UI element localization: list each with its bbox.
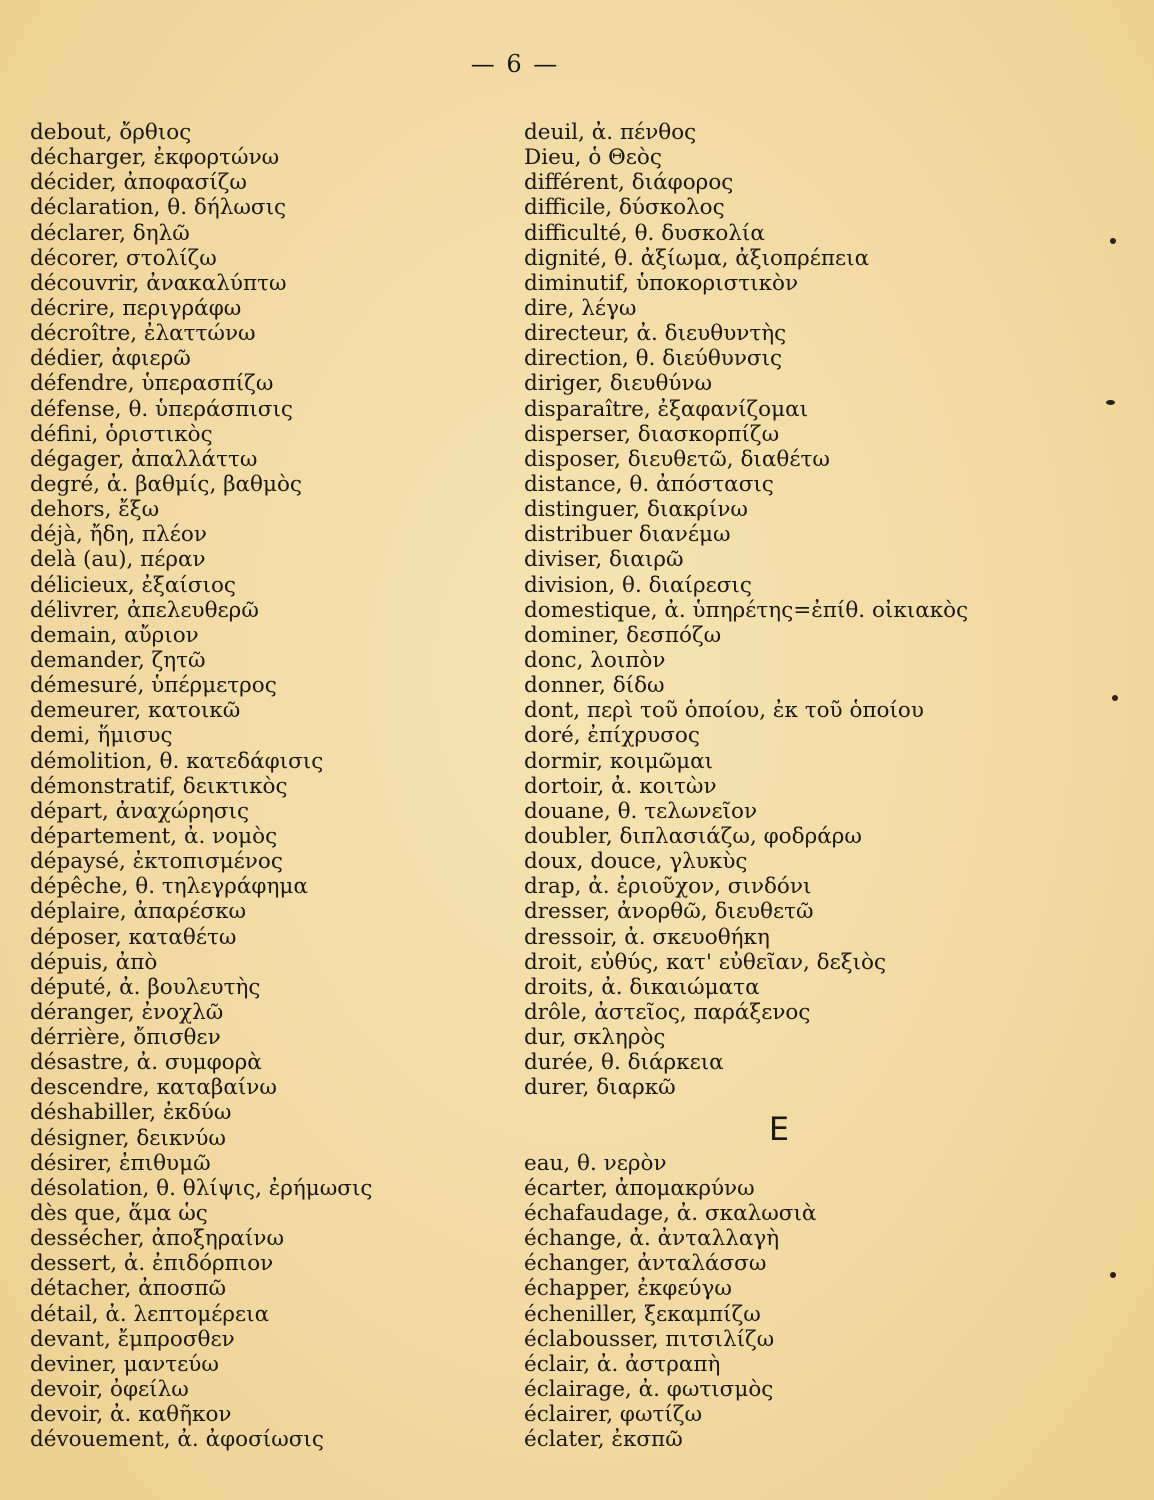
dictionary-entry: démolition, θ. κατεδάφισις	[30, 748, 324, 774]
dictionary-entry: déjà, ἤδη, πλέον	[30, 522, 207, 548]
dictionary-entry: durer, διαρκῶ	[524, 1075, 676, 1101]
dictionary-entry: devant, ἔμπροσθεν	[30, 1326, 235, 1352]
dictionary-entry: diviser, διαιρῶ	[524, 547, 684, 573]
dictionary-entry: disposer, διευθετῶ, διαθέτω	[524, 446, 830, 472]
dictionary-entry: disperser, διασκορπίζω	[524, 421, 780, 447]
dictionary-entry: disparaître, ἐξαφανίζομαι	[524, 396, 809, 422]
dictionary-entry: dessert, ἀ. ἐπιδόρπιον	[30, 1251, 274, 1277]
dictionary-entry: Dieu, ὁ Θεὸς	[524, 145, 662, 171]
dictionary-entry: déposer, καταθέτω	[30, 924, 237, 950]
dictionary-entry: différent, διάφορος	[524, 170, 734, 196]
ink-speck	[1112, 695, 1118, 701]
dictionary-entry: eau, θ. νερὸν	[524, 1150, 667, 1176]
dictionary-entry: échapper, ἐκφεύγω	[524, 1276, 732, 1302]
dictionary-entry: délicieux, ἐξαίσιος	[30, 572, 236, 598]
dictionary-entry: dont, περὶ τοῦ ὁποίου, ἐκ τοῦ ὁποίου	[524, 698, 924, 724]
dictionary-entry: demander, ζητῶ	[30, 647, 206, 673]
dictionary-entry: écheniller, ξεκαμπίζω	[524, 1301, 761, 1327]
dictionary-entry: éclater, ἐκσπῶ	[524, 1427, 683, 1453]
page-number: — 6 —	[470, 50, 560, 78]
dictionary-entry: dérrière, ὄπισθεν	[30, 1025, 221, 1051]
dictionary-entry: décharger, ἐκφορτώνω	[30, 145, 280, 171]
dictionary-entry: décorer, στολίζω	[30, 245, 217, 271]
dictionary-entry: découvrir, ἀνακαλύπτω	[30, 270, 287, 296]
dictionary-entry: éclabousser, πιτσιλίζω	[524, 1326, 775, 1352]
dictionary-entry: devoir, ἀ. καθῆκον	[30, 1402, 232, 1428]
dictionary-entry: douane, θ. τελωνεῖον	[524, 798, 758, 824]
dictionary-entry: difficile, δύσκολος	[524, 195, 725, 221]
dictionary-entry: écarter, ἀπομακρύνω	[524, 1175, 755, 1201]
dictionary-entry: délivrer, ἀπελευθερῶ	[30, 597, 259, 623]
dictionary-entry: échafaudage, ἀ. σκαλωσιὰ	[524, 1201, 817, 1227]
dictionary-entry: dressoir, ἀ. σκευοθήκη	[524, 924, 770, 950]
dictionary-entry: démesuré, ὑπέρμετρος	[30, 673, 277, 699]
section-letter-heading: E	[768, 1110, 790, 1149]
dictionary-entry: dessécher, ἀποξηραίνω	[30, 1226, 284, 1252]
dictionary-entry: donner, δίδω	[524, 673, 665, 699]
dictionary-entry: dortoir, ἀ. κοιτὼν	[524, 773, 717, 799]
dictionary-entry: député, ἀ. βουλευτὴς	[30, 974, 261, 1000]
dictionary-entry: dur, σκληρὸς	[524, 1025, 666, 1051]
dictionary-entry: direction, θ. διεύθυνσις	[524, 346, 783, 372]
dictionary-entry: durée, θ. διάρκεια	[524, 1050, 724, 1076]
dictionary-entry: devoir, ὀφείλω	[30, 1377, 189, 1403]
dictionary-entry: décider, ἀποφασίζω	[30, 170, 247, 196]
dictionary-entry: dès que, ἅμα ὡς	[30, 1201, 208, 1227]
dictionary-entry: dégager, ἀπαλλάττω	[30, 446, 258, 472]
dictionary-entry: dignité, θ. ἀξίωμα, ἀξιοπρέπεια	[524, 245, 870, 271]
dictionary-entry: doubler, διπλασιάζω, φοδράρω	[524, 823, 862, 849]
dictionary-entry: droits, ἀ. δικαιώματα	[524, 974, 760, 1000]
dictionary-entry: dormir, κοιμῶμαι	[524, 748, 714, 774]
dictionary-entry: drôle, ἀστεῖος, παράξενος	[524, 999, 811, 1025]
dictionary-entry: décrire, περιγράφω	[30, 295, 242, 321]
dictionary-entry: deuil, ἀ. πένθος	[524, 120, 697, 145]
dictionary-entry: défendre, ὑπερασπίζω	[30, 371, 274, 397]
dictionary-entry: dépaysé, ἐκτοπισμένος	[30, 849, 283, 875]
dictionary-entry: désirer, ἐπιθυμῶ	[30, 1150, 211, 1176]
dictionary-entry: distribuer διανέμω	[524, 522, 731, 548]
dictionary-entry: dresser, ἀνορθῶ, διευθετῶ	[524, 899, 814, 925]
dictionary-entry: dévouement, ἀ. ἀφοσίωσις	[30, 1427, 324, 1453]
dictionary-entry: domestique, ἀ. ὑπηρέτης=ἐπίθ. οἰκιακὸς	[524, 597, 969, 623]
ink-speck	[1106, 400, 1115, 405]
dictionary-entry: debout, ὄρθιος	[30, 120, 192, 145]
dictionary-entry: doré, ἐπίχρυσος	[524, 723, 700, 749]
section-d-entries	[524, 120, 1124, 1100]
dictionary-entry: division, θ. διαίρεσις	[524, 572, 752, 598]
dictionary-entry: désastre, ἀ. συμφορὰ	[30, 1050, 262, 1076]
dictionary-entry: dépuis, ἀπὸ	[30, 949, 158, 975]
dictionary-entry: degré, ἀ. βαθμίς, βαθμὸς	[30, 471, 302, 497]
dictionary-entry: deviner, μαντεύω	[30, 1351, 219, 1377]
dictionary-entry: déclaration, θ. δήλωσις	[30, 195, 287, 221]
dictionary-entry: dépêche, θ. τηλεγράφημα	[30, 874, 308, 900]
dictionary-entry: dehors, ἔξω	[30, 497, 160, 523]
section-e-entries	[524, 1151, 1124, 1453]
dictionary-entry: doux, douce, γλυκὺς	[524, 849, 748, 875]
dictionary-entry: défense, θ. ὑπεράσπισις	[30, 396, 293, 422]
right-column	[524, 120, 1124, 1452]
dictionary-entry: déclarer, δηλῶ	[30, 220, 190, 246]
dictionary-entry: dire, λέγω	[524, 295, 637, 321]
dictionary-entry: diminutif, ὑποκοριστικὸν	[524, 270, 799, 296]
dictionary-entry: éclairer, φωτίζω	[524, 1402, 703, 1428]
dictionary-entry: dédier, ἀφιερῶ	[30, 346, 191, 372]
dictionary-entry: détacher, ἀποσπῶ	[30, 1276, 227, 1302]
dictionary-entry: demi, ἥμισυς	[30, 723, 173, 749]
dictionary-entry: éclairage, ἀ. φωτισμὸς	[524, 1377, 774, 1403]
dictionary-entry: échange, ἀ. ἀνταλλαγὴ	[524, 1226, 780, 1252]
dictionary-entry: département, ἀ. νομὸς	[30, 823, 278, 849]
dictionary-entry: drap, ἀ. ἐριοῦχον, σινδόνι	[524, 874, 812, 900]
ink-speck	[1110, 1272, 1116, 1278]
dictionary-entry: défini, ὁριστικὸς	[30, 421, 213, 447]
dictionary-entry: donc, λοιπὸν	[524, 647, 666, 673]
dictionary-entry: décroître, ἐλαττώνω	[30, 321, 256, 347]
dictionary-entry: déplaire, ἀπαρέσκω	[30, 899, 247, 925]
dictionary-entry: échanger, ἀνταλάσσω	[524, 1251, 767, 1277]
left-column	[30, 120, 500, 1452]
dictionary-entry: delà (au), πέραν	[30, 547, 206, 573]
ink-speck	[1110, 238, 1116, 244]
dictionary-entry: éclair, ἀ. ἀστραπὴ	[524, 1351, 721, 1377]
dictionary-entry: distinguer, διακρίνω	[524, 497, 748, 523]
dictionary-entry: dominer, δεσπόζω	[524, 622, 722, 648]
dictionary-entry: demain, αὔριον	[30, 622, 199, 648]
dictionary-entry: distance, θ. ἀπόστασις	[524, 471, 774, 497]
dictionary-entry: descendre, καταβαίνω	[30, 1075, 277, 1101]
dictionary-entry: diriger, διευθύνω	[524, 371, 713, 397]
dictionary-entry: déranger, ἐνοχλῶ	[30, 999, 224, 1025]
dictionary-entry: difficulté, θ. δυσκολία	[524, 220, 765, 246]
dictionary-entry: directeur, ἀ. διευθυντὴς	[524, 321, 787, 347]
dictionary-entry: détail, ἀ. λεπτομέρεια	[30, 1301, 270, 1327]
dictionary-entry: demeurer, κατοικῶ	[30, 698, 241, 724]
dictionary-entry: droit, εὐθύς, κατ' εὐθεῖαν, δεξιὸς	[524, 949, 887, 975]
dictionary-entry: déshabiller, ἐκδύω	[30, 1100, 232, 1126]
dictionary-entry: départ, ἀναχώρησις	[30, 798, 249, 824]
dictionary-entry: démonstratif, δεικτικὸς	[30, 773, 288, 799]
dictionary-entry: désolation, θ. θλίψις, ἐρήμωσις	[30, 1175, 373, 1201]
dictionary-entry: désigner, δεικνύω	[30, 1125, 226, 1151]
